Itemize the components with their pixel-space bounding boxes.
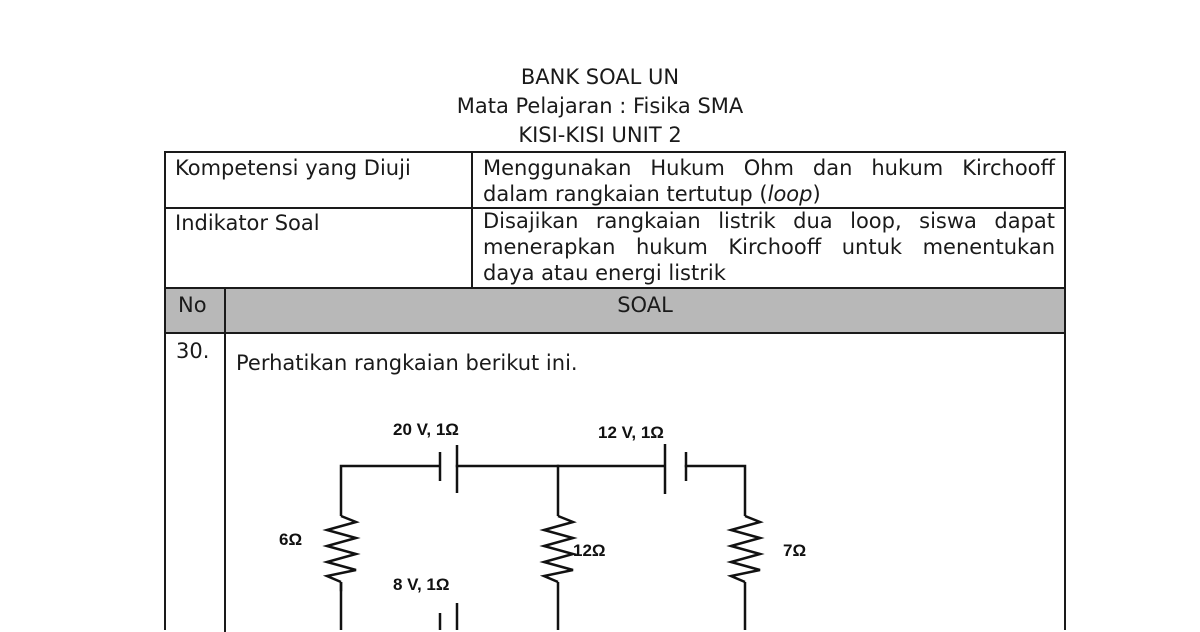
label-resistor-middle: 12Ω [573, 541, 606, 560]
battery-bottom-symbol [440, 603, 457, 630]
battery-top-right-symbol [665, 444, 686, 494]
kompetensi-value-italic: loop [767, 182, 813, 206]
header-kisi-kisi: KISI-KISI UNIT 2 [518, 123, 682, 147]
kompetensi-value-text: Menggunakan Hukum Ohm dan hukum Kirchooff dalam rangkaian tertutup ( [483, 156, 1055, 206]
wire-top-left [341, 466, 439, 590]
resistor-right-symbol [731, 516, 760, 582]
column-header-no: No [178, 293, 207, 317]
label-resistor-right: 7Ω [783, 541, 807, 560]
label-battery-bottom: 8 V, 1Ω [393, 575, 450, 594]
kompetensi-value-close: ) [812, 182, 821, 206]
battery-top-left-symbol [440, 445, 457, 493]
indikator-label: Indikator Soal [175, 211, 320, 235]
indikator-value: Disajikan rangkaian listrik dua loop, siswa dapat menerapkan hukum Kirchooff untuk menentukan daya atau energi listrik [483, 209, 1055, 285]
header-bank-soal: BANK SOAL UN [520, 65, 680, 89]
resistor-middle-symbol [544, 516, 573, 582]
question-number: 30. [176, 339, 210, 363]
label-battery-top-right: 12 V, 1Ω [598, 423, 664, 442]
column-header-soal: SOAL [617, 293, 673, 317]
label-resistor-left: 6Ω [279, 530, 303, 549]
header-subject: Mata Pelajaran : Fisika SMA [456, 94, 744, 118]
question-text: Perhatikan rangkaian berikut ini. [236, 351, 578, 375]
kompetensi-label: Kompetensi yang Diuji [175, 156, 411, 180]
label-battery-top-left: 20 V, 1Ω [393, 420, 459, 439]
resistor-left-symbol [327, 516, 356, 582]
